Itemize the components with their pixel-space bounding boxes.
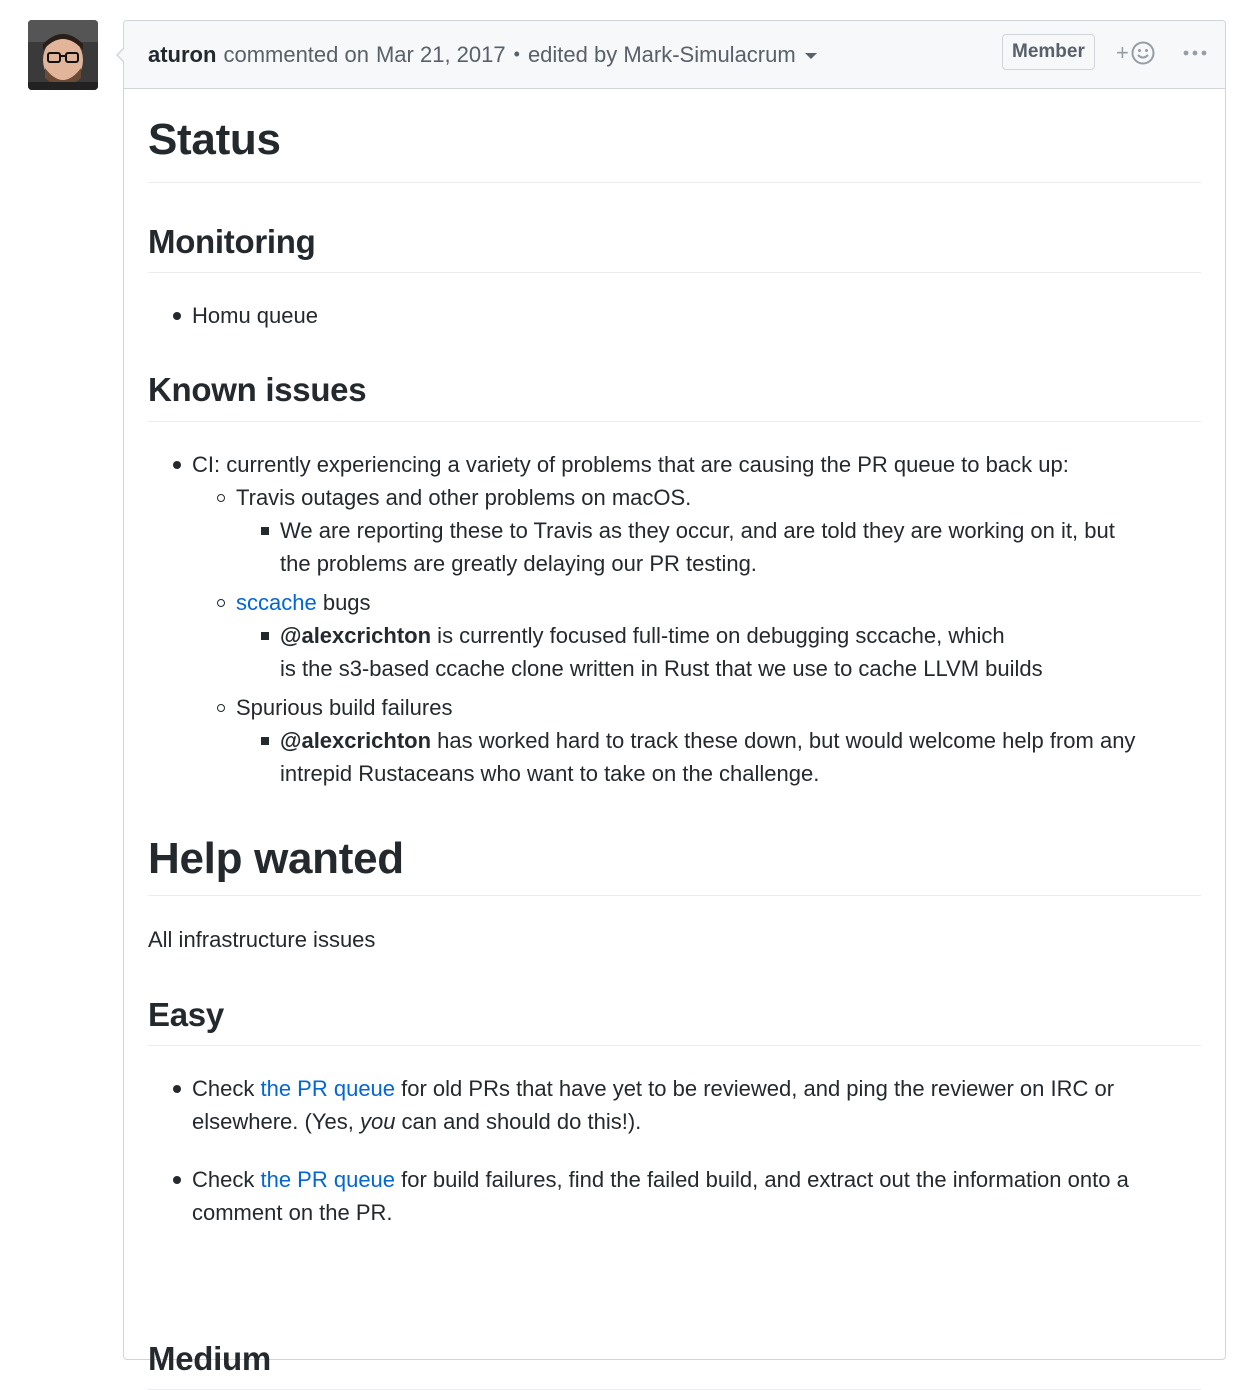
list-bullet <box>173 461 181 469</box>
edited-by-label: edited by Mark-Simulacrum <box>527 41 796 67</box>
list-bullet <box>261 632 269 640</box>
list-bullet <box>217 599 225 607</box>
author-avatar[interactable] <box>28 20 98 90</box>
author-link[interactable]: aturon <box>148 41 217 67</box>
spurious-build-failures-link[interactable]: Spurious build failures <box>236 695 453 720</box>
easy-item2-line2: comment on the PR. <box>192 1200 393 1225</box>
easy-item1-line1 <box>192 1072 1114 1105</box>
list-bullet <box>173 312 181 320</box>
user-mention[interactable]: @alexcrichton <box>280 728 432 753</box>
easy-item1-text: for old PRs that have yet to be reviewed, and ping the reviewer on IRC or <box>395 1076 1115 1101</box>
heading-medium: Medium <box>148 1339 1201 1390</box>
list-bullet <box>173 1085 181 1093</box>
sccache-link[interactable]: sccache <box>236 590 317 615</box>
ci-item-text: CI: currently experiencing a variety of problems that are causing the PR queue to back up: <box>192 452 1069 477</box>
emphasis-you: you <box>359 1109 396 1134</box>
sccache-detail-line1 <box>280 619 1005 652</box>
sccache-rest: bugs <box>316 590 371 615</box>
easy-item1-line2-a: elsewhere. (Yes, <box>192 1109 360 1134</box>
all-infrastructure-issues-link[interactable]: All infrastructure issues <box>148 927 376 952</box>
heading-monitoring: Monitoring <box>148 222 1201 273</box>
list-bullet <box>261 527 269 535</box>
sccache-detail-line2: is the s3-based ccache clone written in Rust that we use to cache LLVM builds <box>280 656 1043 681</box>
spurious-detail-line1 <box>280 724 1135 757</box>
spurious-detail-text: has worked hard to track these down, but would welcome help from any <box>431 728 1136 753</box>
more-options-button[interactable] <box>1182 38 1208 68</box>
pr-queue-link[interactable]: the PR queue <box>260 1076 396 1101</box>
heading-help-wanted: Help wanted <box>148 834 1201 896</box>
travis-detail-line1: We are reporting these to Travis as they occur, and are told they are working on it, but <box>280 518 1115 543</box>
sccache-detail-text: is currently focused full-time on debugging sccache, which <box>431 623 1005 648</box>
user-mention[interactable]: @alexcrichton <box>280 623 432 648</box>
list-bullet <box>261 737 269 745</box>
pr-queue-link[interactable]: the PR queue <box>260 1167 396 1192</box>
sccache-item <box>236 586 371 619</box>
comment-box <box>123 20 1226 1377</box>
edited-by-dropdown[interactable] <box>528 42 817 68</box>
list-bullet <box>173 1176 181 1184</box>
comment-date[interactable]: Mar 21, 2017 <box>375 41 506 67</box>
list-bullet <box>217 494 225 502</box>
travis-item-text: Travis outages and other problems on macOS. <box>236 485 692 510</box>
smiley-icon <box>1131 41 1155 65</box>
chevron-down-icon <box>805 53 817 59</box>
travis-detail-line2: the problems are greatly delaying our PR testing. <box>280 551 757 576</box>
spurious-detail-line2: intrepid Rustaceans who want to take on the challenge. <box>280 761 820 786</box>
comment-action: commented on <box>223 41 369 67</box>
heading-status: Status <box>148 115 1201 183</box>
comment-header <box>124 21 1225 89</box>
check-label: Check <box>192 1076 261 1101</box>
add-reaction-button[interactable] <box>1116 38 1162 68</box>
heading-known-issues: Known issues <box>148 370 1201 422</box>
easy-item1-line2-b: can and should do this!). <box>395 1109 642 1134</box>
plus-label: + <box>1116 40 1129 65</box>
heading-easy: Easy <box>148 995 1201 1046</box>
easy-item2-line1 <box>192 1163 1129 1196</box>
easy-item1-line2 <box>192 1105 641 1138</box>
homu-queue-link[interactable]: Homu queue <box>192 303 318 328</box>
kebab-horizontal-icon <box>1183 49 1207 57</box>
check-label: Check <box>192 1167 261 1192</box>
header-separator: • <box>513 44 520 64</box>
easy-item2-text: for build failures, find the failed build, and extract out the information onto a <box>395 1167 1129 1192</box>
member-badge: Member <box>1002 34 1095 70</box>
list-bullet <box>217 704 225 712</box>
